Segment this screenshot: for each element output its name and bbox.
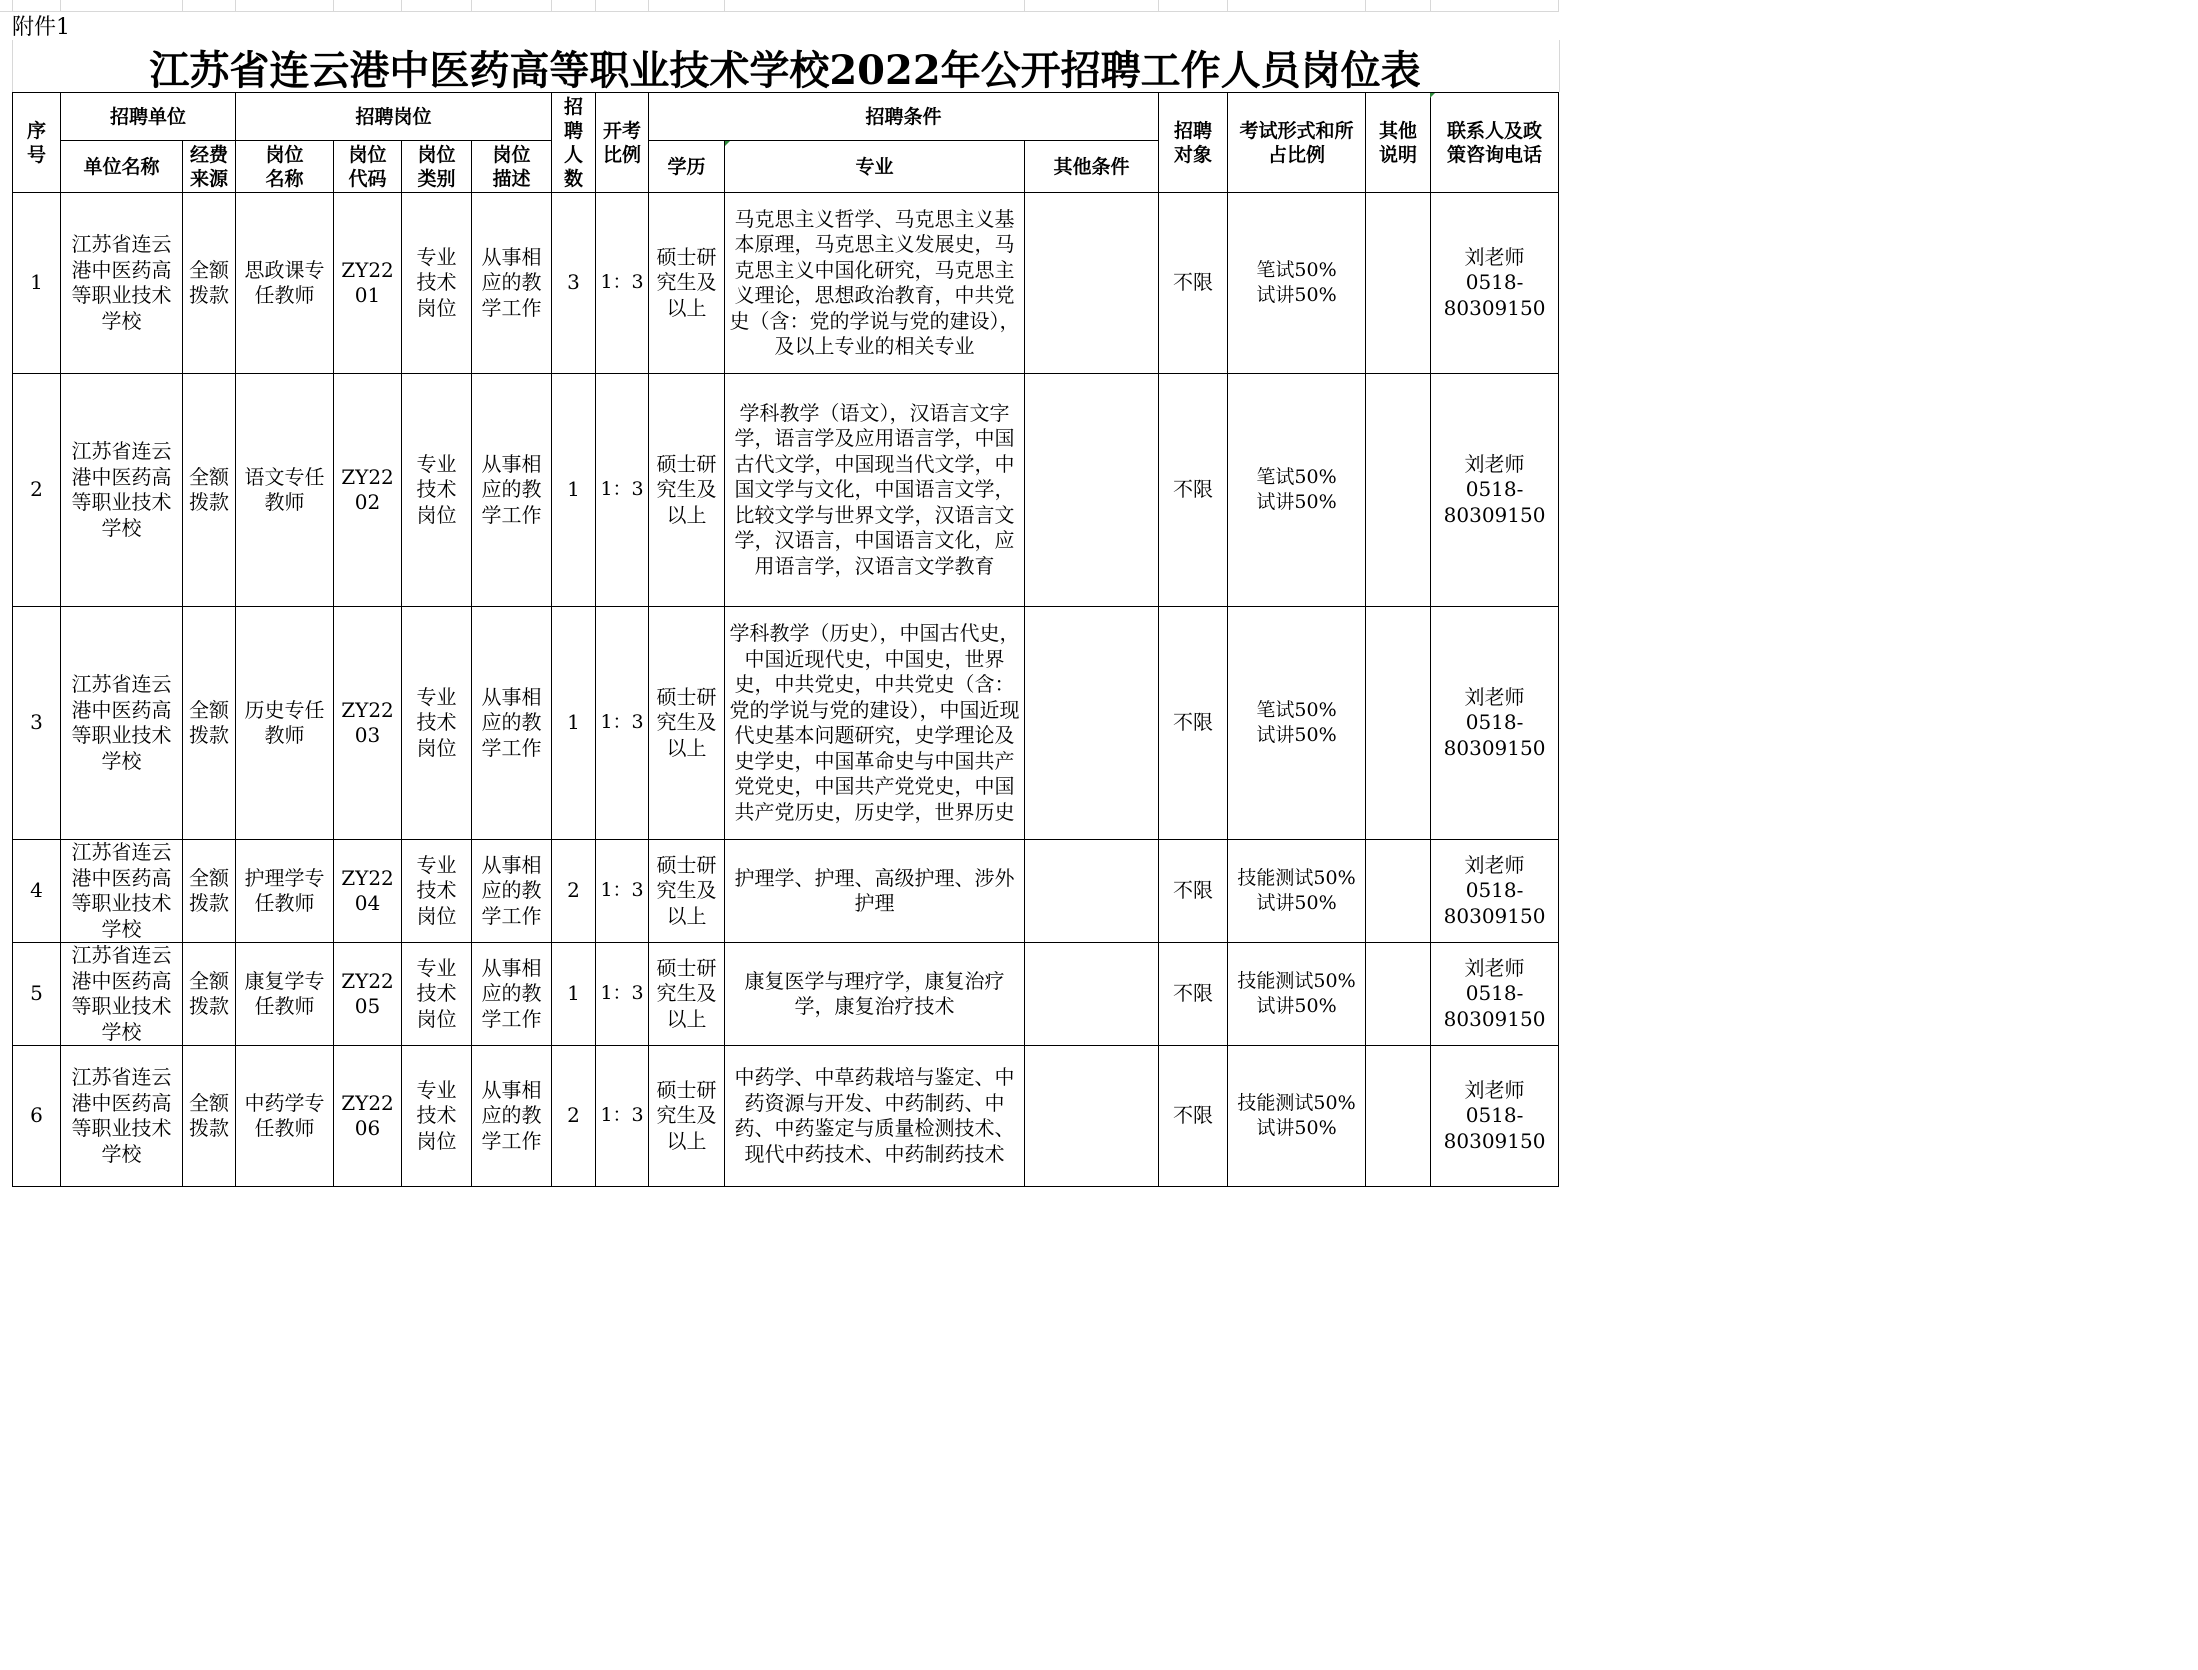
cell-exam: 笔试50% 试讲50% (1228, 374, 1366, 607)
header-remarks: 其他说明 (1366, 93, 1431, 193)
header-unit-name: 单位名称 (61, 141, 183, 193)
cell-count: 1 (552, 374, 596, 607)
cell-comment-mark (1430, 93, 1435, 98)
sheet-gridline (1024, 0, 1025, 12)
cell-remarks (1366, 1046, 1431, 1187)
sheet-gridline (724, 0, 725, 12)
cell-education: 硕士研究生及以上 (649, 840, 725, 943)
table-row (13, 1046, 1559, 1187)
cell-education: 硕士研究生及以上 (649, 193, 725, 374)
cell-contact: 刘老师 0518- 80309150 (1431, 193, 1559, 374)
sheet-gridline (401, 0, 402, 12)
header-funding: 经费来源 (183, 141, 236, 193)
cell-contact: 刘老师 0518- 80309150 (1431, 943, 1559, 1046)
cell-remarks (1366, 607, 1431, 840)
header-major: 专业 (725, 141, 1025, 193)
cell-contact: 刘老师 0518- 80309150 (1431, 374, 1559, 607)
header-unit-group: 招聘单位 (61, 93, 236, 141)
cell-contact: 刘老师 0518- 80309150 (1431, 840, 1559, 943)
header-post-code: 岗位代码 (334, 141, 402, 193)
cell-target: 不限 (1159, 374, 1228, 607)
cell-post-type: 专业技术岗位 (402, 374, 472, 607)
header-cond-group: 招聘条件 (649, 93, 1159, 141)
cell-post-type: 专业技术岗位 (402, 840, 472, 943)
cell-major: 康复医学与理疗学，康复治疗学，康复治疗技术 (725, 943, 1025, 1046)
cell-other-cond (1025, 943, 1159, 1046)
cell-post-name: 中药学专任教师 (236, 1046, 334, 1187)
cell-other-cond (1025, 193, 1159, 374)
cell-post-code: ZY2201 (334, 193, 402, 374)
sheet-gridline (235, 0, 236, 12)
cell-seq: 2 (13, 374, 61, 607)
sheet-gridline (1558, 0, 1559, 12)
cell-unit-name: 江苏省连云港中医药高等职业技术学校 (61, 607, 183, 840)
cell-other-cond (1025, 1046, 1159, 1187)
cell-education: 硕士研究生及以上 (649, 607, 725, 840)
cell-post-name: 语文专任教师 (236, 374, 334, 607)
cell-major: 学科教学（语文），汉语言文字学，语言学及应用语言学，中国古代文学，中国现当代文学，中国文学与文化，中国语言文学，比较文学与世界文学，汉语言文学，汉语言，中国语言文化，应用语言学，汉语言文学教育 (725, 374, 1025, 607)
cell-funding: 全额拨款 (183, 374, 236, 607)
header-education: 学历 (649, 141, 725, 193)
cell-post-desc: 从事相应的教学工作 (472, 840, 552, 943)
cell-count: 2 (552, 840, 596, 943)
cell-unit-name: 江苏省连云港中医药高等职业技术学校 (61, 1046, 183, 1187)
table-row (13, 374, 1559, 607)
table-row (13, 840, 1559, 943)
cell-count: 1 (552, 943, 596, 1046)
cell-count: 2 (552, 1046, 596, 1187)
cell-funding: 全额拨款 (183, 193, 236, 374)
cell-count: 3 (552, 193, 596, 374)
cell-funding: 全额拨款 (183, 607, 236, 840)
cell-exam: 技能测试50% 试讲50% (1228, 943, 1366, 1046)
table-row (13, 193, 1559, 374)
cell-seq: 3 (13, 607, 61, 840)
sheet-gridline (648, 0, 649, 12)
cell-exam: 技能测试50% 试讲50% (1228, 840, 1366, 943)
header-ratio: 开考比例 (596, 93, 649, 193)
cell-post-desc: 从事相应的教学工作 (472, 193, 552, 374)
sheet-grid-top (0, 11, 1558, 12)
cell-exam: 笔试50% 试讲50% (1228, 193, 1366, 374)
header-other-cond: 其他条件 (1025, 141, 1159, 193)
table-body (13, 193, 1559, 1187)
sheet-gridline (1158, 0, 1159, 12)
recruitment-table (12, 92, 1559, 1187)
cell-ratio: 1：3 (596, 374, 649, 607)
cell-ratio: 1：3 (596, 193, 649, 374)
attachment-label: 附件1 (12, 15, 70, 40)
cell-target: 不限 (1159, 943, 1228, 1046)
cell-funding: 全额拨款 (183, 1046, 236, 1187)
header-post-group: 招聘岗位 (236, 93, 552, 141)
cell-major: 护理学、护理、高级护理、涉外护理 (725, 840, 1025, 943)
cell-contact: 刘老师 0518- 80309150 (1431, 607, 1559, 840)
cell-post-code: ZY2205 (334, 943, 402, 1046)
cell-other-cond (1025, 840, 1159, 943)
cell-post-name: 护理学专任教师 (236, 840, 334, 943)
cell-ratio: 1：3 (596, 1046, 649, 1187)
header-post-type: 岗位类别 (402, 141, 472, 193)
sheet-gridline (12, 0, 13, 12)
cell-seq: 4 (13, 840, 61, 943)
cell-seq: 5 (13, 943, 61, 1046)
cell-unit-name: 江苏省连云港中医药高等职业技术学校 (61, 840, 183, 943)
cell-post-desc: 从事相应的教学工作 (472, 1046, 552, 1187)
cell-ratio: 1：3 (596, 840, 649, 943)
cell-other-cond (1025, 607, 1159, 840)
cell-post-desc: 从事相应的教学工作 (472, 374, 552, 607)
sheet-gridline (595, 0, 596, 12)
cell-education: 硕士研究生及以上 (649, 943, 725, 1046)
cell-post-type: 专业技术岗位 (402, 193, 472, 374)
sheet-gridline (60, 0, 61, 12)
cell-unit-name: 江苏省连云港中医药高等职业技术学校 (61, 374, 183, 607)
cell-post-name: 思政课专任教师 (236, 193, 334, 374)
cell-remarks (1366, 840, 1431, 943)
cell-target: 不限 (1159, 840, 1228, 943)
cell-count: 1 (552, 607, 596, 840)
cell-major: 中药学、中草药栽培与鉴定、中药资源与开发、中药制药、中药、中药鉴定与质量检测技术、现代中药技术、中药制药技术 (725, 1046, 1025, 1187)
cell-major: 马克思主义哲学、马克思主义基本原理，马克思主义发展史，马克思主义中国化研究，马克思主义理论，思想政治教育，中共党史（含：党的学说与党的建设），及以上专业的相关专业 (725, 193, 1025, 374)
cell-major: 学科教学（历史），中国古代史，中国近现代史，中国史，世界史，中共党史，中共党史（含：党的学说与党的建设），中国近现代史基本问题研究，史学理论及史学史，中国革命史与中国共产党党史，中国共产党党史，中国共产党历史，历史学，世界历史 (725, 607, 1025, 840)
header-contact: 联系人及政策咨询电话 (1431, 93, 1559, 193)
header-post-name: 岗位名称 (236, 141, 334, 193)
cell-exam: 笔试50% 试讲50% (1228, 607, 1366, 840)
cell-target: 不限 (1159, 193, 1228, 374)
table-row (13, 943, 1559, 1046)
sheet-gridline (551, 0, 552, 12)
cell-unit-name: 江苏省连云港中医药高等职业技术学校 (61, 193, 183, 374)
cell-funding: 全额拨款 (183, 840, 236, 943)
cell-post-desc: 从事相应的教学工作 (472, 943, 552, 1046)
cell-funding: 全额拨款 (183, 943, 236, 1046)
cell-ratio: 1：3 (596, 943, 649, 1046)
header-post-desc: 岗位描述 (472, 141, 552, 193)
cell-education: 硕士研究生及以上 (649, 374, 725, 607)
cell-post-name: 历史专任教师 (236, 607, 334, 840)
cell-other-cond (1025, 374, 1159, 607)
cell-post-type: 专业技术岗位 (402, 1046, 472, 1187)
cell-unit-name: 江苏省连云港中医药高等职业技术学校 (61, 943, 183, 1046)
cell-post-code: ZY2202 (334, 374, 402, 607)
cell-contact: 刘老师 0518- 80309150 (1431, 1046, 1559, 1187)
header-target: 招聘对象 (1159, 93, 1228, 193)
header-exam: 考试形式和所占比例 (1228, 93, 1366, 193)
cell-education: 硕士研究生及以上 (649, 1046, 725, 1187)
cell-target: 不限 (1159, 1046, 1228, 1187)
cell-post-type: 专业技术岗位 (402, 607, 472, 840)
cell-post-code: ZY2206 (334, 1046, 402, 1187)
cell-comment-mark (725, 141, 730, 146)
sheet-gridline (1227, 0, 1228, 12)
cell-post-code: ZY2204 (334, 840, 402, 943)
cell-post-name: 康复学专任教师 (236, 943, 334, 1046)
header-seq: 序号 (13, 93, 61, 193)
sheet-gridline (1430, 0, 1431, 12)
sheet-gridline (1365, 0, 1366, 12)
cell-seq: 1 (13, 193, 61, 374)
sheet-gridline (471, 0, 472, 12)
cell-target: 不限 (1159, 607, 1228, 840)
cell-post-desc: 从事相应的教学工作 (472, 607, 552, 840)
cell-remarks (1366, 374, 1431, 607)
cell-post-code: ZY2203 (334, 607, 402, 840)
header-count: 招聘人数 (552, 93, 596, 193)
cell-exam: 技能测试50% 试讲50% (1228, 1046, 1366, 1187)
cell-remarks (1366, 193, 1431, 374)
sheet-gridline (182, 0, 183, 12)
sheet-gridline (333, 0, 334, 12)
document-title: 江苏省连云港中医药高等职业技术学校2022年公开招聘工作人员岗位表 (149, 47, 1421, 94)
cell-ratio: 1：3 (596, 607, 649, 840)
cell-seq: 6 (13, 1046, 61, 1187)
table-row (13, 607, 1559, 840)
cell-post-type: 专业技术岗位 (402, 943, 472, 1046)
cell-remarks (1366, 943, 1431, 1046)
